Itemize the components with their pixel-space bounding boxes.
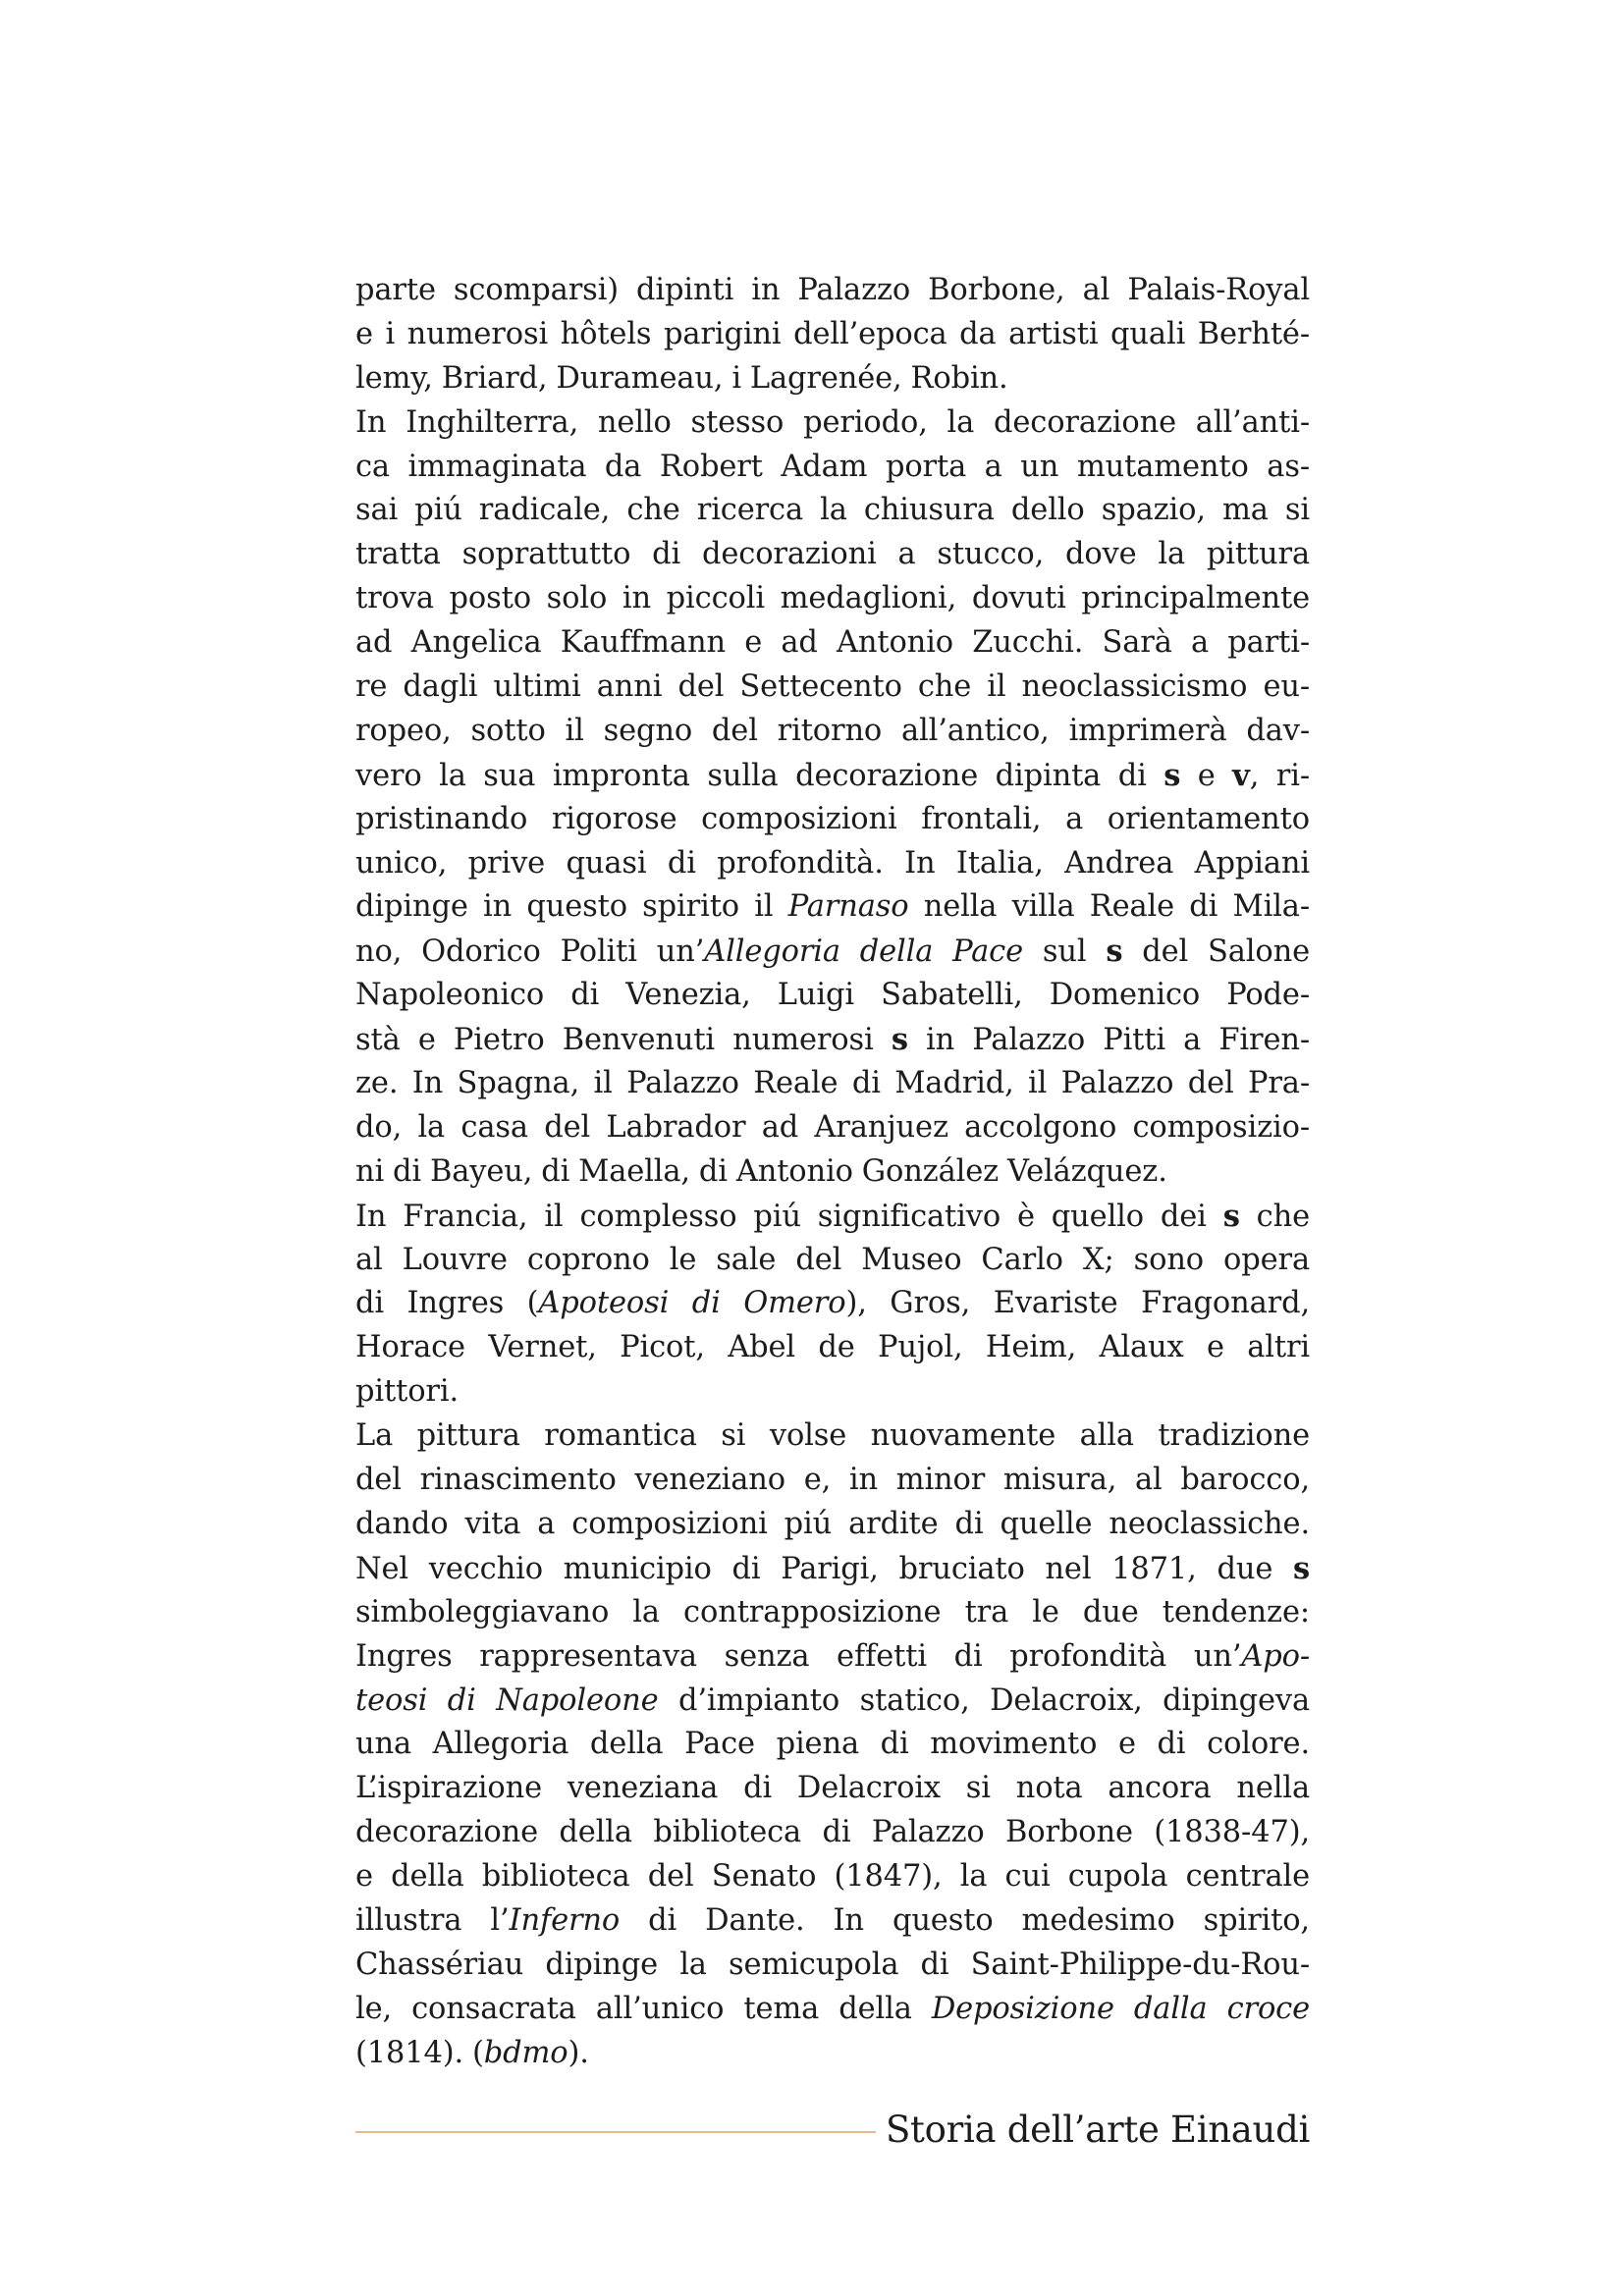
text-segment: ). [568, 2035, 589, 2070]
text-segment: no, Odorico Politi un’ [355, 934, 705, 970]
text-line [355, 1547, 1310, 1591]
text-segment: nella villa Reale di Mila- [908, 889, 1311, 925]
text-segment: una Allegoria della Pace piena di movimento e di colore. [355, 1727, 1310, 1762]
text-line [355, 1988, 1310, 2032]
italic-text: Deposizione dalla croce [931, 1991, 1310, 2026]
text-segment: tratta soprattutto di decorazioni a stucco, dove la pittura [355, 537, 1310, 572]
text-segment: dipinge in questo spirito il [355, 889, 788, 925]
text-segment: , ri- [1249, 758, 1310, 793]
text-segment: trova posto solo in piccoli medaglioni, dovuti principalmente [355, 581, 1310, 616]
text-segment: ca immaginata da Robert Adam porta a un mutamento as- [355, 449, 1310, 484]
text-line [355, 1855, 1310, 1899]
text-segment: pittori. [355, 1374, 459, 1410]
text-segment: L’ispirazione veneziana di Delacroix si nota ancora nella [355, 1771, 1310, 1806]
text-segment: simboleggiavano la contrapposizione tra le due tendenze: [355, 1594, 1310, 1629]
bold-text: s [1292, 1550, 1310, 1586]
footer-rule [355, 2131, 876, 2133]
paragraph [355, 401, 1310, 1195]
text-segment: In Inghilterra, nello stesso periodo, la decorazione all’anti- [355, 404, 1310, 440]
text-segment: dando vita a composizioni piú ardite di quelle neoclassiche. [355, 1506, 1310, 1541]
italic-text: Allegoria della Pace [704, 934, 1024, 970]
text-line [355, 401, 1310, 446]
text-segment: La pittura romantica si volse nuovamente alla tradizione [355, 1418, 1310, 1454]
text-segment: decorazione della biblioteca di Palazzo Borbone (1838-47), [355, 1815, 1310, 1850]
text-line [355, 842, 1310, 886]
text-segment: parte scomparsi) dipinti in Palazzo Borbone, al Palais-Royal [355, 273, 1310, 307]
text-segment: re dagli ultimi anni del Settecento che il neoclassicismo eu- [355, 669, 1310, 705]
text-segment: stà e Pietro Benvenuti numerosi [355, 1023, 892, 1058]
text-line [355, 1459, 1310, 1503]
text-line [355, 1723, 1310, 1767]
text-segment: che [1239, 1199, 1310, 1234]
text-segment: vero la sua impronta sulla decorazione dipinta di [355, 758, 1164, 793]
text-line [355, 1239, 1310, 1283]
text-line [355, 1282, 1310, 1326]
text-line [355, 1503, 1310, 1547]
italic-text: Apoteosi di Omero [538, 1286, 846, 1321]
text-line [355, 1591, 1310, 1635]
text-segment: Ingres rappresentava senza effetti di profondità un’ [355, 1638, 1242, 1674]
text-line [355, 1899, 1310, 1944]
text-line [355, 1195, 1310, 1239]
text-line [355, 1106, 1310, 1150]
text-segment: del Salone [1122, 934, 1310, 970]
bold-text: s [891, 1022, 908, 1058]
text-line [355, 1018, 1310, 1062]
bold-text: s [1106, 934, 1123, 970]
text-line [355, 1415, 1310, 1459]
text-line [355, 1635, 1310, 1680]
text-segment: del rinascimento veneziano e, in minor misura, al barocco, [355, 1463, 1310, 1498]
text-line [355, 798, 1310, 842]
italic-text: bdmo [483, 2035, 568, 2070]
page-footer [355, 2101, 1310, 2160]
text-line [355, 357, 1310, 401]
text-segment: (1814). ( [355, 2035, 484, 2070]
text-segment: ), Gros, Evariste Fragonard, [845, 1286, 1310, 1321]
paragraph [355, 269, 1310, 401]
text-segment: d’impianto statico, Delacroix, dipingeva [658, 1682, 1310, 1718]
bold-text: v [1232, 757, 1250, 793]
text-line [355, 313, 1310, 357]
text-line [355, 269, 1310, 313]
text-segment: ropeo, sotto il segno del ritorno all’antico, imprimerà dav- [355, 713, 1310, 748]
text-line [355, 1944, 1310, 1988]
text-segment: le, consacrata all’unico tema della [355, 1991, 932, 2026]
text-line [355, 1062, 1310, 1106]
bold-text: s [1222, 1198, 1240, 1234]
text-segment: e della biblioteca del Senato (1847), la cui cupola centrale [355, 1859, 1310, 1895]
text-segment: di Ingres ( [355, 1286, 539, 1321]
text-segment: sul [1023, 934, 1107, 970]
text-line [355, 1680, 1310, 1724]
text-segment: Chassériau dipinge la semicupola di Saint-Philippe-du-Rou- [355, 1947, 1310, 1982]
paragraph [355, 1415, 1310, 2075]
text-line [355, 533, 1310, 577]
text-segment: sai piú radicale, che ricerca la chiusura dello spazio, ma si [355, 493, 1310, 528]
text-line [355, 666, 1310, 710]
text-line [355, 1150, 1310, 1195]
text-line [355, 974, 1310, 1018]
text-segment: di Dante. In questo medesimo spirito, [620, 1902, 1310, 1938]
text-line [355, 1767, 1310, 1811]
text-line [355, 930, 1310, 974]
italic-text: Apo- [1241, 1638, 1310, 1674]
text-segment: Napoleonico di Venezia, Luigi Sabatelli, Domenico Pode- [355, 978, 1310, 1013]
text-segment: e i numerosi hôtels parigini dell’epoca da artisti quali Berhté- [355, 316, 1310, 351]
bold-text: s [1163, 757, 1181, 793]
italic-text: Parnaso [787, 889, 909, 925]
text-line [355, 2032, 1310, 2076]
text-line [355, 885, 1310, 930]
text-line [355, 489, 1310, 533]
text-line [355, 446, 1310, 490]
body-text [355, 269, 1310, 2076]
text-line [355, 754, 1310, 798]
text-segment: e [1180, 758, 1233, 793]
text-segment: ze. In Spagna, il Palazzo Reale di Madrid, il Palazzo del Pra- [355, 1066, 1310, 1101]
footer-title: Storia dell’arte Einaudi [886, 2109, 1310, 2151]
text-segment: Nel vecchio municipio di Parigi, bruciato nel 1871, due [355, 1551, 1293, 1586]
italic-text: Inferno [509, 1902, 621, 1938]
text-segment: in Palazzo Pitti a Firen- [907, 1023, 1310, 1058]
text-segment: ad Angelica Kauffmann e ad Antonio Zucchi. Sarà a parti- [355, 625, 1310, 661]
text-line [355, 577, 1310, 621]
text-segment: ni di Bayeu, di Maella, di Antonio González Velázquez. [355, 1153, 1167, 1189]
italic-text: teosi di Napoleone [355, 1682, 659, 1718]
text-line [355, 621, 1310, 666]
text-line [355, 1370, 1310, 1415]
text-segment: Horace Vernet, Picot, Abel de Pujol, Heim, Alaux e altri [355, 1330, 1310, 1365]
text-line [355, 710, 1310, 754]
text-segment: al Louvre coprono le sale del Museo Carlo X; sono opera [355, 1242, 1310, 1277]
paragraph [355, 1195, 1310, 1415]
text-segment: do, la casa del Labrador ad Aranjuez accolgono composizio- [355, 1109, 1310, 1145]
text-segment: In Francia, il complesso piú significativo è quello dei [355, 1199, 1223, 1234]
text-segment: unico, prive quasi di profondità. In Italia, Andrea Appiani [355, 845, 1310, 881]
text-segment: lemy, Briard, Durameau, i Lagrenée, Robin. [355, 360, 1008, 396]
text-line [355, 1811, 1310, 1855]
text-line [355, 1326, 1310, 1370]
text-segment: illustra l’ [355, 1902, 510, 1938]
text-segment: pristinando rigorose composizioni frontali, a orientamento [355, 801, 1310, 836]
